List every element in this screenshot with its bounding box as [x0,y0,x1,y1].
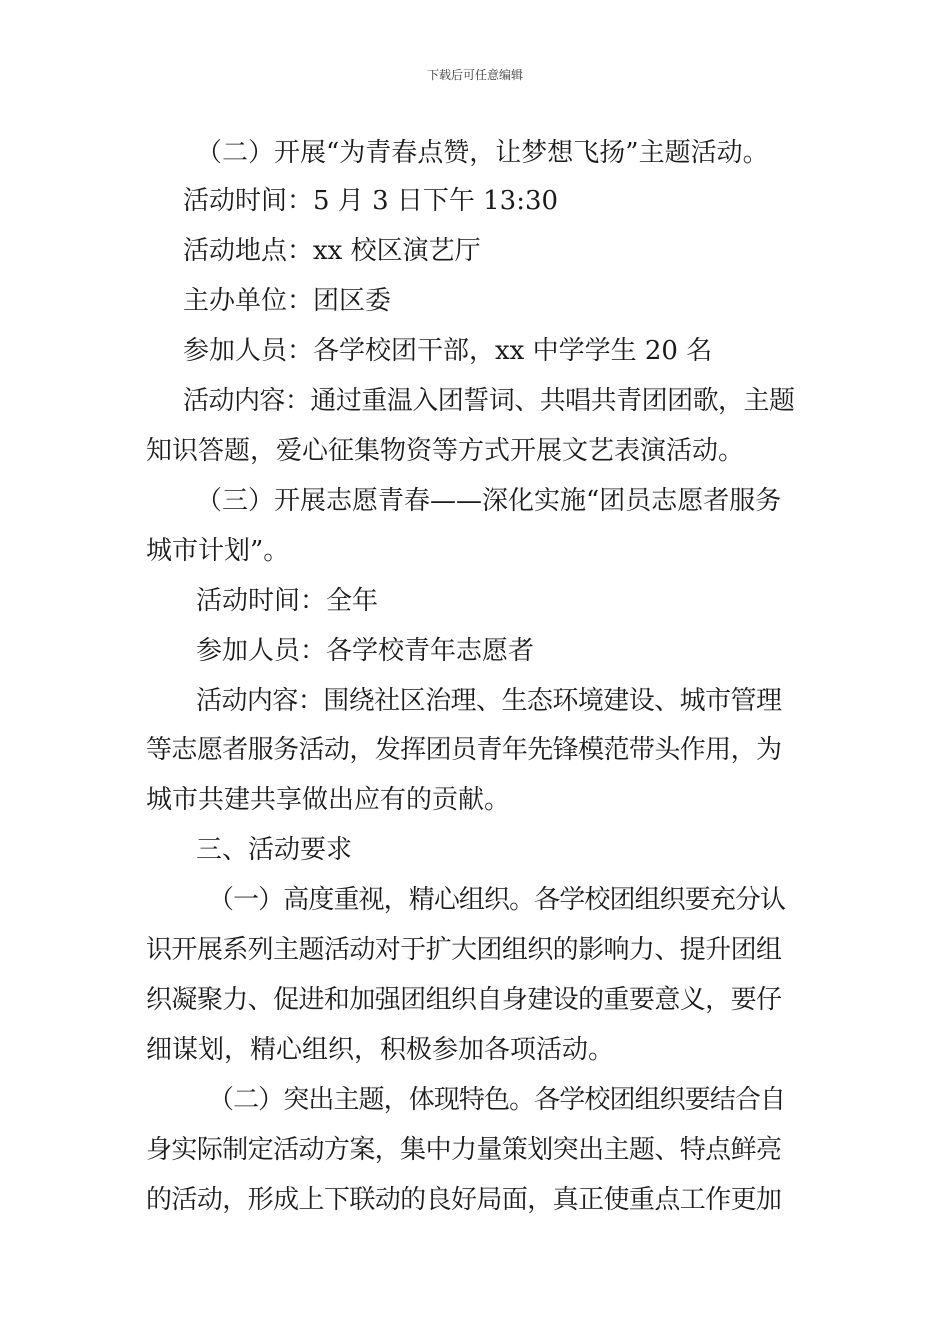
section-heading: 三、活动要求 [196,835,353,865]
text-line: 等志愿者服务活动，发挥团员青年先锋模范带头作用，为 [146,735,782,765]
text-line: 城市共建共享做出应有的贡献。 [146,785,511,815]
text-line: 活动内容：通过重温入团誓词、共唱共青团团歌，主题 [183,386,795,416]
text-line: （二）突出主题，体现特色。各学校团组织要结合自 [208,1085,786,1115]
text-line: 参加人员：各学校青年志愿者 [196,636,535,666]
text-line: 活动时间：全年 [196,586,379,616]
text-line: 城市计划”。 [146,536,290,566]
page-header: 下载后可任意编辑 [426,68,523,82]
text-line: 主办单位：团区委 [183,286,392,316]
text-line: 活动地点：xx 校区演艺厅 [183,236,481,266]
text-line: （二）开展“为青春点赞，让梦想飞扬”主题活动。 [196,138,769,168]
text-line: 细谋划，精心组织，积极参加各项活动。 [146,1035,615,1065]
text-line: 识开展系列主题活动对于扩大团组织的影响力、提升团组 [146,935,782,965]
text-line: 织凝聚力、促进和加强团组织自身建设的重要意义，要仔 [146,985,782,1015]
text-line: （一）高度重视，精心组织。各学校团组织要充分认 [208,885,786,915]
text-line: 活动内容：围绕社区治理、生态环境建设、城市管理 [196,686,782,716]
text-line: 活动时间：5 月 3 日下午 13:30 [183,186,559,216]
text-line: 身实际制定活动方案，集中力量策划突出主题、特点鲜亮 [146,1135,782,1165]
text-line: 参加人员：各学校团干部，xx 中学学生 20 名 [183,336,713,366]
text-line: 知识答题，爱心征集物资等方式开展文艺表演活动。 [146,436,745,466]
text-line: （三）开展志愿青春——深化实施“团员志愿者服务 [196,486,782,516]
text-line: 的活动，形成上下联动的良好局面，真正使重点工作更加 [146,1185,782,1215]
